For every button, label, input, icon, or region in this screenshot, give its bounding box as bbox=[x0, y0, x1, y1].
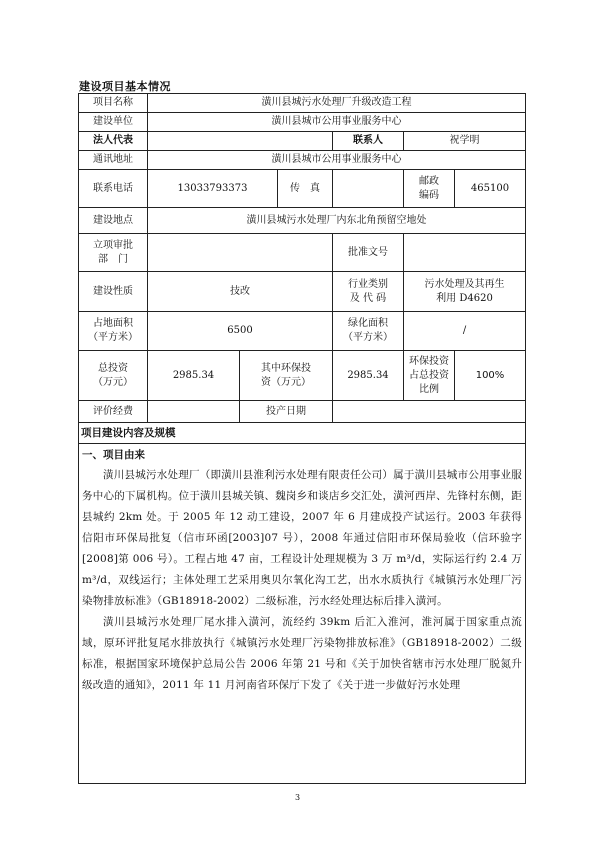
fax-label: 传 真 bbox=[278, 170, 333, 208]
green-value: / bbox=[404, 312, 526, 351]
section-title: 建设项目基本情况 bbox=[79, 80, 171, 93]
industry-value bbox=[404, 272, 526, 312]
approval-dept-value bbox=[148, 234, 333, 272]
env-invest-value: 2985.34 bbox=[333, 351, 404, 401]
phone-label: 联系电话 bbox=[79, 170, 148, 208]
industry-label-line2: 及 代 码 bbox=[349, 292, 387, 304]
page-number: 3 bbox=[294, 793, 301, 802]
site-value: 潢川县城污水处理厂内东北角预留空地处 bbox=[148, 208, 526, 234]
env-invest-label bbox=[240, 351, 333, 401]
postcode-label-line1: 邮政 bbox=[419, 175, 439, 187]
project-name-label: 项目名称 bbox=[79, 94, 148, 113]
postcode-value: 465100 bbox=[455, 170, 526, 208]
ratio-label bbox=[404, 351, 455, 401]
industry-value-line1: 污水处理及其再生 bbox=[424, 278, 505, 290]
industry-value-line2: 利用 D4620 bbox=[436, 292, 493, 304]
nature-label: 建设性质 bbox=[79, 272, 148, 312]
invest-value: 2985.34 bbox=[148, 351, 240, 401]
area-label-line1: 占地面积 bbox=[93, 318, 133, 329]
env-invest-label-line2: 资（万元） bbox=[261, 376, 311, 388]
invest-label-line1: 总投资 bbox=[98, 362, 128, 374]
postcode-label bbox=[404, 170, 455, 208]
project-name-value: 潢川县城污水处理厂升级改造工程 bbox=[148, 94, 526, 113]
phone-value: 13033793373 bbox=[148, 170, 278, 208]
project-info-table bbox=[78, 93, 526, 784]
ratio-label-line2: 占总投资 bbox=[409, 369, 449, 381]
content-paragraph-1: 潢川县城污水处理厂（即潢川县淮利污水处理有限责任公司）属于潢川县城市公用事业服务中心的下属机构。位于潢川县城关镇、魏岗乡和谈店乡交汇处，潢河西岸、先锋村东侧，距县城约 2km 处。于 2005 年 12 动工建设，2007 年 6 月建成投产试运行。2003 年获得信阳市环保局批复（信市环函[2003]07 号），2008 年通过信阳市环保局验收（信环验字[2008]第 006 号）。工程占地 47 亩，工程设计处理规模为 3 万 m³/d，实际运行约 2.4 万 m³/d，双线运行；主体处理工艺采用奥贝尔氧化沟工艺，出水水质执行《城镇污水处理厂污染物排放标准》（GB18918-2002）二级标准，污水经处理达标后排入潢河。 bbox=[82, 469, 523, 607]
start-date-value bbox=[333, 401, 526, 423]
content-body bbox=[79, 444, 526, 784]
industry-label bbox=[333, 272, 404, 312]
site-label: 建设地点 bbox=[79, 208, 148, 234]
postcode-label-line2: 编码 bbox=[419, 189, 439, 201]
legal-rep-value bbox=[148, 132, 333, 151]
eval-fee-label: 评价经费 bbox=[79, 401, 148, 423]
content-heading: 项目建设内容及规模 bbox=[79, 423, 526, 444]
industry-label-line1: 行业类别 bbox=[348, 278, 388, 290]
fax-value bbox=[333, 170, 404, 208]
contact-label: 联系人 bbox=[333, 132, 404, 151]
env-invest-label-line1: 其中环保投 bbox=[261, 362, 311, 374]
green-label-line2: （平方米） bbox=[343, 332, 393, 343]
area-label-line2: （平方米） bbox=[88, 332, 138, 343]
unit-value: 潢川县城市公用事业服务中心 bbox=[148, 113, 526, 132]
unit-label: 建设单位 bbox=[79, 113, 148, 132]
approval-no-value bbox=[404, 234, 526, 272]
area-value: 6500 bbox=[148, 312, 333, 351]
nature-value: 技改 bbox=[148, 272, 333, 312]
approval-no-label: 批准文号 bbox=[333, 234, 404, 272]
ratio-label-line1: 环保投资 bbox=[409, 355, 449, 367]
address-label: 通讯地址 bbox=[79, 151, 148, 170]
eval-fee-value bbox=[148, 401, 240, 423]
ratio-value: 100% bbox=[455, 351, 526, 401]
green-label bbox=[333, 312, 404, 351]
invest-label-line2: （万元） bbox=[93, 376, 133, 388]
green-label-line1: 绿化面积 bbox=[348, 318, 388, 329]
ratio-label-line3: 比例 bbox=[419, 383, 439, 395]
approval-dept-label bbox=[79, 234, 148, 272]
content-sub-heading: 一、项目由来 bbox=[82, 449, 145, 461]
contact-value: 祝学明 bbox=[404, 132, 526, 151]
approval-dept-label-line2: 部 门 bbox=[98, 253, 128, 265]
area-label bbox=[79, 312, 148, 351]
invest-label bbox=[79, 351, 148, 401]
approval-dept-label-line1: 立项审批 bbox=[93, 239, 133, 251]
start-date-label: 投产日期 bbox=[240, 401, 333, 423]
content-paragraph-2: 潢川县城污水处理厂尾水排入潢河，流经约 39km 后汇入淮河，淮河属于国家重点流域，原环评批复尾水排放执行《城镇污水处理厂污染物排放标准》（GB18918-2002）二级标准，根据国家环境保护总局公告 2006 年第 21 号和《关于加快省辖市污水处理厂脱氮升级改造的通知》，2011 年 11 月河南省环保厅下发了《关于进一步做好污水处理 bbox=[82, 616, 523, 691]
legal-rep-label: 法人代表 bbox=[79, 132, 148, 151]
address-value: 潢川县城市公用事业服务中心 bbox=[148, 151, 526, 170]
